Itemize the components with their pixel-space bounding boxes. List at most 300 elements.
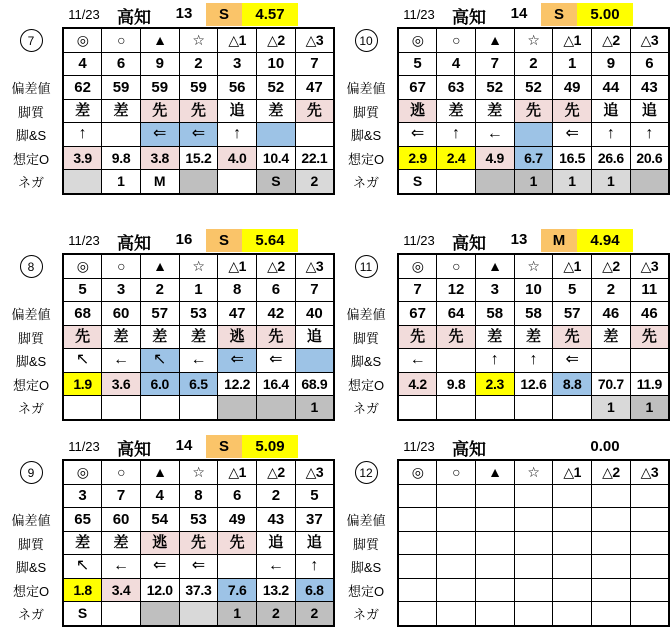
deviation-score-cell-5[interactable]: 49 <box>218 508 257 532</box>
running-style-cell-1[interactable] <box>398 531 437 555</box>
leg-and-s-cell-6[interactable]: ↑ <box>592 123 631 147</box>
nega-cell-2[interactable] <box>437 170 476 194</box>
running-style-cell-3[interactable]: 先 <box>140 99 179 123</box>
expected-odds-cell-5[interactable]: 4.0 <box>218 146 257 170</box>
expected-odds-cell-4[interactable]: 6.5 <box>179 372 218 396</box>
symbol-cell-3[interactable]: ▲ <box>475 28 514 52</box>
symbol-cell-7[interactable]: △3 <box>295 460 334 484</box>
leg-and-s-cell-1[interactable] <box>398 555 437 579</box>
expected-odds-cell-3[interactable]: 2.3 <box>475 372 514 396</box>
deviation-score-cell-7[interactable]: 37 <box>295 508 334 532</box>
running-style-cell-6[interactable] <box>592 531 631 555</box>
expected-odds-cell-1[interactable]: 1.9 <box>63 372 102 396</box>
symbol-cell-7[interactable]: △3 <box>630 460 669 484</box>
expected-odds-cell-3[interactable]: 3.8 <box>140 146 179 170</box>
expected-odds-cell-7[interactable]: 6.8 <box>295 578 334 602</box>
horse-number-cell-1[interactable]: 5 <box>63 278 102 302</box>
expected-odds-cell-6[interactable]: 26.6 <box>592 146 631 170</box>
deviation-score-cell-7[interactable]: 46 <box>630 302 669 326</box>
leg-and-s-cell-4[interactable]: ⇐ <box>179 123 218 147</box>
leg-and-s-cell-3[interactable] <box>475 555 514 579</box>
horse-number-cell-5[interactable]: 3 <box>218 52 257 76</box>
horse-number-cell-2[interactable]: 7 <box>102 484 141 508</box>
leg-and-s-cell-4[interactable] <box>514 555 553 579</box>
horse-number-cell-6[interactable]: 6 <box>257 278 296 302</box>
nega-cell-3[interactable]: M <box>140 170 179 194</box>
running-style-cell-2[interactable]: 差 <box>102 325 141 349</box>
deviation-score-cell-4[interactable]: 52 <box>514 76 553 100</box>
horse-number-cell-4[interactable]: 2 <box>514 52 553 76</box>
symbol-cell-6[interactable]: △2 <box>592 254 631 278</box>
running-style-cell-1[interactable]: 先 <box>63 325 102 349</box>
symbol-cell-4[interactable]: ☆ <box>514 460 553 484</box>
deviation-score-cell-2[interactable]: 63 <box>437 76 476 100</box>
row-label-deviation: 偏差値 <box>11 307 51 323</box>
symbol-cell-4[interactable]: ☆ <box>179 28 218 52</box>
leg-and-s-cell-1[interactable]: ← <box>398 349 437 373</box>
deviation-score-cell-2[interactable]: 59 <box>102 76 141 100</box>
deviation-score-cell-4[interactable]: 59 <box>179 76 218 100</box>
deviation-score-cell-4[interactable] <box>514 508 553 532</box>
leg-and-s-cell-3[interactable]: ← <box>475 123 514 147</box>
horse-number-cell-6[interactable] <box>592 484 631 508</box>
horse-number-cell-3[interactable]: 9 <box>140 52 179 76</box>
expected-odds-cell-5[interactable]: 16.5 <box>553 146 592 170</box>
nega-cell-6[interactable]: S <box>257 170 296 194</box>
symbol-cell-4[interactable]: ☆ <box>179 254 218 278</box>
horse-number-cell-6[interactable]: 9 <box>592 52 631 76</box>
nega-cell-5[interactable] <box>553 396 592 420</box>
expected-odds-cell-2[interactable]: 9.8 <box>437 372 476 396</box>
leg-and-s-cell-1[interactable]: ↖ <box>63 349 102 373</box>
nega-cell-2[interactable] <box>437 602 476 626</box>
symbol-cell-6[interactable]: △2 <box>592 28 631 52</box>
nega-cell-4[interactable] <box>179 602 218 626</box>
symbol-cell-1[interactable]: ◎ <box>63 460 102 484</box>
running-style-cell-2[interactable] <box>437 531 476 555</box>
expected-odds-cell-4[interactable]: 6.7 <box>514 146 553 170</box>
running-style-cell-5[interactable] <box>553 531 592 555</box>
expected-odds-cell-5[interactable]: 12.2 <box>218 372 257 396</box>
expected-odds-cell-2[interactable]: 9.8 <box>102 146 141 170</box>
symbol-cell-1[interactable]: ◎ <box>398 254 437 278</box>
symbol-cell-3[interactable]: ▲ <box>475 254 514 278</box>
deviation-score-cell-2[interactable] <box>437 508 476 532</box>
race-block-12 <box>335 434 671 627</box>
leg-and-s-cell-1[interactable]: ⇐ <box>398 123 437 147</box>
expected-odds-cell-7[interactable]: 11.9 <box>630 372 669 396</box>
expected-odds-cell-2[interactable] <box>437 578 476 602</box>
symbol-cell-4[interactable]: ☆ <box>514 28 553 52</box>
horse-number-cell-2[interactable]: 6 <box>102 52 141 76</box>
expected-odds-cell-4[interactable]: 15.2 <box>179 146 218 170</box>
symbol-cell-1[interactable]: ◎ <box>63 254 102 278</box>
nega-cell-7[interactable] <box>630 602 669 626</box>
deviation-score-cell-4[interactable]: 58 <box>514 302 553 326</box>
nega-cell-2[interactable] <box>102 396 141 420</box>
deviation-score-cell-1[interactable]: 67 <box>398 302 437 326</box>
expected-odds-cell-1[interactable]: 3.9 <box>63 146 102 170</box>
horse-number-cell-1[interactable]: 3 <box>63 484 102 508</box>
nega-cell-7[interactable]: 1 <box>295 396 334 420</box>
horse-number-cell-3[interactable]: 3 <box>475 278 514 302</box>
horse-number-cell-4[interactable]: 8 <box>179 484 218 508</box>
symbol-cell-4[interactable]: ☆ <box>179 460 218 484</box>
expected-odds-cell-7[interactable]: 20.6 <box>630 146 669 170</box>
leg-and-s-cell-7[interactable]: ↑ <box>295 555 334 579</box>
symbol-cell-5[interactable]: △1 <box>553 460 592 484</box>
expected-odds-cell-5[interactable] <box>553 578 592 602</box>
running-style-cell-5[interactable]: 追 <box>218 99 257 123</box>
leg-and-s-cell-4[interactable]: ↑ <box>514 349 553 373</box>
running-style-cell-3[interactable]: 差 <box>140 325 179 349</box>
horse-number-cell-3[interactable]: 4 <box>140 484 179 508</box>
leg-and-s-cell-6[interactable] <box>257 123 296 147</box>
nega-cell-4[interactable] <box>514 602 553 626</box>
leg-and-s-cell-6[interactable] <box>592 349 631 373</box>
horse-number-cell-2[interactable]: 4 <box>437 52 476 76</box>
horse-number-cell-6[interactable]: 2 <box>592 278 631 302</box>
running-style-cell-4[interactable]: 先 <box>179 531 218 555</box>
leg-and-s-cell-3[interactable]: ↑ <box>475 349 514 373</box>
horse-number-cell-3[interactable]: 2 <box>140 278 179 302</box>
nega-cell-5[interactable]: 1 <box>553 170 592 194</box>
running-style-cell-3[interactable]: 差 <box>475 99 514 123</box>
running-style-cell-2[interactable]: 先 <box>437 325 476 349</box>
horse-number-cell-1[interactable]: 7 <box>398 278 437 302</box>
nega-cell-1[interactable]: S <box>63 602 102 626</box>
deviation-score-cell-1[interactable]: 62 <box>63 76 102 100</box>
leg-and-s-cell-3[interactable]: ⇐ <box>140 555 179 579</box>
running-style-cell-4[interactable]: 先 <box>179 99 218 123</box>
symbol-cell-4[interactable]: ☆ <box>514 254 553 278</box>
deviation-score-cell-3[interactable]: 54 <box>140 508 179 532</box>
horse-number-cell-4[interactable]: 1 <box>179 278 218 302</box>
nega-cell-3[interactable] <box>140 396 179 420</box>
expected-odds-cell-4[interactable]: 12.6 <box>514 372 553 396</box>
nega-cell-2[interactable]: 1 <box>102 170 141 194</box>
running-style-cell-5[interactable]: 先 <box>553 99 592 123</box>
running-style-cell-3[interactable]: 差 <box>475 325 514 349</box>
running-style-cell-2[interactable]: 差 <box>437 99 476 123</box>
symbol-cell-2[interactable]: ○ <box>437 254 476 278</box>
nega-cell-5[interactable] <box>218 170 257 194</box>
running-style-cell-3[interactable] <box>475 531 514 555</box>
running-style-cell-4[interactable] <box>514 531 553 555</box>
leg-and-s-cell-2[interactable] <box>437 555 476 579</box>
horse-number-cell-3[interactable]: 7 <box>475 52 514 76</box>
expected-odds-cell-7[interactable]: 68.9 <box>295 372 334 396</box>
leg-and-s-cell-2[interactable]: ↑ <box>437 123 476 147</box>
running-style-cell-6[interactable]: 追 <box>592 99 631 123</box>
leg-and-s-cell-6[interactable]: ⇐ <box>257 349 296 373</box>
leg-and-s-cell-1[interactable]: ↑ <box>63 123 102 147</box>
horse-number-cell-1[interactable] <box>398 484 437 508</box>
nega-cell-4[interactable]: 1 <box>514 170 553 194</box>
horse-number-cell-1[interactable]: 4 <box>63 52 102 76</box>
deviation-score-cell-4[interactable]: 53 <box>179 508 218 532</box>
symbol-cell-2[interactable]: ○ <box>102 460 141 484</box>
expected-odds-cell-6[interactable]: 13.2 <box>257 578 296 602</box>
leg-and-s-cell-7[interactable] <box>630 555 669 579</box>
index-value: 4.57 <box>242 3 298 26</box>
symbol-cell-6[interactable]: △2 <box>257 254 296 278</box>
running-style-cell-7[interactable]: 先 <box>295 99 334 123</box>
nega-cell-5[interactable]: 1 <box>218 602 257 626</box>
nega-cell-5[interactable] <box>218 396 257 420</box>
nega-cell-3[interactable] <box>140 602 179 626</box>
expected-odds-cell-1[interactable]: 2.9 <box>398 146 437 170</box>
leg-and-s-cell-1[interactable]: ↖ <box>63 555 102 579</box>
expected-odds-cell-3[interactable]: 6.0 <box>140 372 179 396</box>
deviation-score-cell-3[interactable]: 52 <box>475 76 514 100</box>
horse-number-cell-7[interactable]: 11 <box>630 278 669 302</box>
leg-and-s-cell-7[interactable] <box>630 349 669 373</box>
expected-odds-cell-1[interactable] <box>398 578 437 602</box>
symbol-cell-5[interactable]: △1 <box>218 28 257 52</box>
running-style-cell-6[interactable]: 差 <box>257 99 296 123</box>
nega-cell-6[interactable]: 1 <box>592 396 631 420</box>
leg-and-s-cell-6[interactable] <box>592 555 631 579</box>
horse-number-cell-7[interactable]: 6 <box>630 52 669 76</box>
leg-and-s-cell-4[interactable]: ← <box>179 349 218 373</box>
running-style-cell-1[interactable]: 差 <box>63 99 102 123</box>
leg-and-s-cell-4[interactable] <box>514 123 553 147</box>
expected-odds-cell-4[interactable]: 37.3 <box>179 578 218 602</box>
symbol-cell-5[interactable]: △1 <box>553 254 592 278</box>
horse-number-cell-7[interactable]: 7 <box>295 278 334 302</box>
expected-odds-cell-3[interactable]: 4.9 <box>475 146 514 170</box>
expected-odds-cell-5[interactable]: 8.8 <box>553 372 592 396</box>
horse-number-cell-7[interactable] <box>630 484 669 508</box>
running-style-cell-1[interactable]: 差 <box>63 531 102 555</box>
symbol-cell-1[interactable]: ◎ <box>63 28 102 52</box>
leg-and-s-cell-7[interactable]: ↑ <box>630 123 669 147</box>
symbol-cell-2[interactable]: ○ <box>437 460 476 484</box>
nega-cell-1[interactable] <box>63 396 102 420</box>
expected-odds-cell-3[interactable] <box>475 578 514 602</box>
deviation-score-cell-6[interactable]: 52 <box>257 76 296 100</box>
symbol-cell-5[interactable]: △1 <box>218 254 257 278</box>
symbol-cell-1[interactable]: ◎ <box>398 28 437 52</box>
expected-odds-cell-6[interactable] <box>592 578 631 602</box>
running-style-cell-5[interactable]: 先 <box>553 325 592 349</box>
symbol-cell-5[interactable]: △1 <box>218 460 257 484</box>
deviation-score-cell-3[interactable]: 57 <box>140 302 179 326</box>
running-style-cell-2[interactable]: 差 <box>102 531 141 555</box>
leg-and-s-cell-2[interactable] <box>102 123 141 147</box>
leg-and-s-cell-5[interactable]: ⇐ <box>218 349 257 373</box>
leg-and-s-cell-2[interactable]: ← <box>102 555 141 579</box>
nega-cell-3[interactable] <box>475 602 514 626</box>
horse-number-cell-7[interactable]: 7 <box>295 52 334 76</box>
running-style-cell-4[interactable]: 差 <box>179 325 218 349</box>
deviation-score-cell-6[interactable]: 46 <box>592 302 631 326</box>
nega-cell-3[interactable] <box>475 396 514 420</box>
deviation-score-cell-1[interactable]: 67 <box>398 76 437 100</box>
expected-odds-cell-2[interactable]: 3.4 <box>102 578 141 602</box>
deviation-score-cell-5[interactable] <box>553 508 592 532</box>
running-style-cell-7[interactable] <box>630 531 669 555</box>
leg-and-s-cell-3[interactable]: ↖ <box>140 349 179 373</box>
horse-number-cell-6[interactable]: 10 <box>257 52 296 76</box>
horse-number-cell-4[interactable] <box>514 484 553 508</box>
horse-number-cell-5[interactable]: 5 <box>553 278 592 302</box>
expected-odds-cell-7[interactable] <box>630 578 669 602</box>
symbol-cell-7[interactable]: △3 <box>295 254 334 278</box>
expected-odds-cell-3[interactable]: 12.0 <box>140 578 179 602</box>
horse-number-cell-7[interactable]: 5 <box>295 484 334 508</box>
deviation-score-cell-2[interactable]: 64 <box>437 302 476 326</box>
leg-and-s-cell-4[interactable]: ⇐ <box>179 555 218 579</box>
deviation-score-cell-6[interactable]: 43 <box>257 508 296 532</box>
symbol-cell-6[interactable]: △2 <box>257 28 296 52</box>
running-style-cell-5[interactable]: 逃 <box>218 325 257 349</box>
deviation-score-cell-5[interactable]: 49 <box>553 76 592 100</box>
expected-odds-cell-4[interactable] <box>514 578 553 602</box>
nega-cell-6[interactable]: 2 <box>257 602 296 626</box>
horse-number-cell-5[interactable] <box>553 484 592 508</box>
nega-cell-6[interactable]: 1 <box>592 170 631 194</box>
symbol-cell-6[interactable]: △2 <box>257 460 296 484</box>
deviation-score-cell-1[interactable] <box>398 508 437 532</box>
deviation-score-cell-7[interactable]: 40 <box>295 302 334 326</box>
horse-number-cell-5[interactable]: 1 <box>553 52 592 76</box>
symbol-cell-5[interactable]: △1 <box>553 28 592 52</box>
symbol-cell-7[interactable]: △3 <box>295 28 334 52</box>
deviation-score-cell-5[interactable]: 56 <box>218 76 257 100</box>
running-style-cell-4[interactable]: 先 <box>514 99 553 123</box>
expected-odds-cell-5[interactable]: 7.6 <box>218 578 257 602</box>
nega-cell-1[interactable]: S <box>398 170 437 194</box>
leg-and-s-cell-2[interactable]: ← <box>102 349 141 373</box>
leg-and-s-cell-7[interactable] <box>295 123 334 147</box>
leg-and-s-cell-5[interactable] <box>553 555 592 579</box>
leg-and-s-cell-5[interactable] <box>218 555 257 579</box>
horse-number-cell-2[interactable]: 3 <box>102 278 141 302</box>
nega-cell-4[interactable] <box>179 396 218 420</box>
expected-odds-cell-1[interactable]: 1.8 <box>63 578 102 602</box>
horse-number-cell-2[interactable] <box>437 484 476 508</box>
nega-cell-7[interactable]: 2 <box>295 602 334 626</box>
symbol-cell-3[interactable]: ▲ <box>140 254 179 278</box>
symbol-cell-2[interactable]: ○ <box>102 28 141 52</box>
nega-cell-4[interactable] <box>179 170 218 194</box>
deviation-score-cell-7[interactable]: 43 <box>630 76 669 100</box>
nega-cell-5[interactable] <box>553 602 592 626</box>
expected-odds-cell-2[interactable]: 3.6 <box>102 372 141 396</box>
horse-number-cell-1[interactable]: 5 <box>398 52 437 76</box>
leg-and-s-cell-2[interactable] <box>437 349 476 373</box>
nega-cell-7[interactable]: 1 <box>630 396 669 420</box>
running-style-cell-7[interactable]: 追 <box>295 325 334 349</box>
running-style-cell-2[interactable]: 差 <box>102 99 141 123</box>
deviation-score-cell-6[interactable]: 44 <box>592 76 631 100</box>
block-number-cell <box>0 461 62 485</box>
leg-and-s-cell-3[interactable]: ⇐ <box>140 123 179 147</box>
horse-number-cell-6[interactable]: 2 <box>257 484 296 508</box>
expected-odds-cell-7[interactable]: 22.1 <box>295 146 334 170</box>
expected-odds-cell-1[interactable]: 4.2 <box>398 372 437 396</box>
nega-cell-1[interactable] <box>398 396 437 420</box>
leg-and-s-cell-6[interactable]: ← <box>257 555 296 579</box>
running-style-cell-1[interactable]: 逃 <box>398 99 437 123</box>
nega-cell-2[interactable] <box>437 396 476 420</box>
deviation-score-cell-2[interactable]: 60 <box>102 302 141 326</box>
symbol-cell-2[interactable]: ○ <box>102 254 141 278</box>
nega-cell-4[interactable] <box>514 396 553 420</box>
running-style-cell-6[interactable]: 差 <box>592 325 631 349</box>
nega-cell-2[interactable] <box>102 602 141 626</box>
deviation-score-cell-6[interactable]: 42 <box>257 302 296 326</box>
nega-cell-1[interactable] <box>63 170 102 194</box>
running-style-cell-1[interactable]: 先 <box>398 325 437 349</box>
horse-number-cell-3[interactable] <box>475 484 514 508</box>
deviation-score-cell-3[interactable]: 59 <box>140 76 179 100</box>
nega-cell-7[interactable] <box>630 170 669 194</box>
running-style-cell-6[interactable]: 先 <box>257 325 296 349</box>
deviation-score-cell-3[interactable] <box>475 508 514 532</box>
horse-number-cell-2[interactable]: 12 <box>437 278 476 302</box>
deviation-score-cell-3[interactable]: 58 <box>475 302 514 326</box>
nega-cell-7[interactable]: 2 <box>295 170 334 194</box>
leg-and-s-cell-5[interactable]: ↑ <box>218 123 257 147</box>
symbol-cell-1[interactable]: ◎ <box>398 460 437 484</box>
leg-and-s-cell-5[interactable]: ⇐ <box>553 123 592 147</box>
symbol-cell-6[interactable]: △2 <box>592 460 631 484</box>
deviation-score-cell-6[interactable] <box>592 508 631 532</box>
running-style-cell-6[interactable]: 追 <box>257 531 296 555</box>
symbol-cell-3[interactable]: ▲ <box>140 460 179 484</box>
deviation-score-cell-1[interactable]: 68 <box>63 302 102 326</box>
nega-cell-3[interactable] <box>475 170 514 194</box>
race-number: 13 <box>510 231 528 248</box>
expected-odds-cell-2[interactable]: 2.4 <box>437 146 476 170</box>
horse-number-cell-4[interactable]: 2 <box>179 52 218 76</box>
symbol-cell-3[interactable]: ▲ <box>140 28 179 52</box>
running-style-cell-7[interactable]: 追 <box>630 99 669 123</box>
running-style-row <box>63 99 334 123</box>
deviation-score-cell-1[interactable]: 65 <box>63 508 102 532</box>
horse-number-cell-5[interactable]: 8 <box>218 278 257 302</box>
expected-odds-cell-6[interactable]: 10.4 <box>257 146 296 170</box>
symbol-cell-7[interactable]: △3 <box>630 254 669 278</box>
symbol-cell-2[interactable]: ○ <box>437 28 476 52</box>
deviation-score-cell-7[interactable] <box>630 508 669 532</box>
symbol-cell-3[interactable]: ▲ <box>475 460 514 484</box>
horse-number-cell-4[interactable]: 10 <box>514 278 553 302</box>
running-style-cell-3[interactable]: 逃 <box>140 531 179 555</box>
deviation-score-cell-7[interactable]: 47 <box>295 76 334 100</box>
running-style-cell-4[interactable]: 差 <box>514 325 553 349</box>
deviation-score-cell-5[interactable]: 57 <box>553 302 592 326</box>
symbol-cell-7[interactable]: △3 <box>630 28 669 52</box>
deviation-score-cell-2[interactable]: 60 <box>102 508 141 532</box>
nega-cell-6[interactable] <box>257 396 296 420</box>
leg-and-s-cell-5[interactable]: ⇐ <box>553 349 592 373</box>
running-style-cell-7[interactable]: 先 <box>630 325 669 349</box>
deviation-score-cell-5[interactable]: 47 <box>218 302 257 326</box>
expected-odds-cell-6[interactable]: 16.4 <box>257 372 296 396</box>
expected-odds-cell-6[interactable]: 70.7 <box>592 372 631 396</box>
leg-and-s-cell-7[interactable] <box>295 349 334 373</box>
nega-cell-1[interactable] <box>398 602 437 626</box>
deviation-score-cell-4[interactable]: 53 <box>179 302 218 326</box>
running-style-cell-7[interactable]: 追 <box>295 531 334 555</box>
horse-number-cell-5[interactable]: 6 <box>218 484 257 508</box>
nega-cell-6[interactable] <box>592 602 631 626</box>
running-style-cell-5[interactable]: 先 <box>218 531 257 555</box>
